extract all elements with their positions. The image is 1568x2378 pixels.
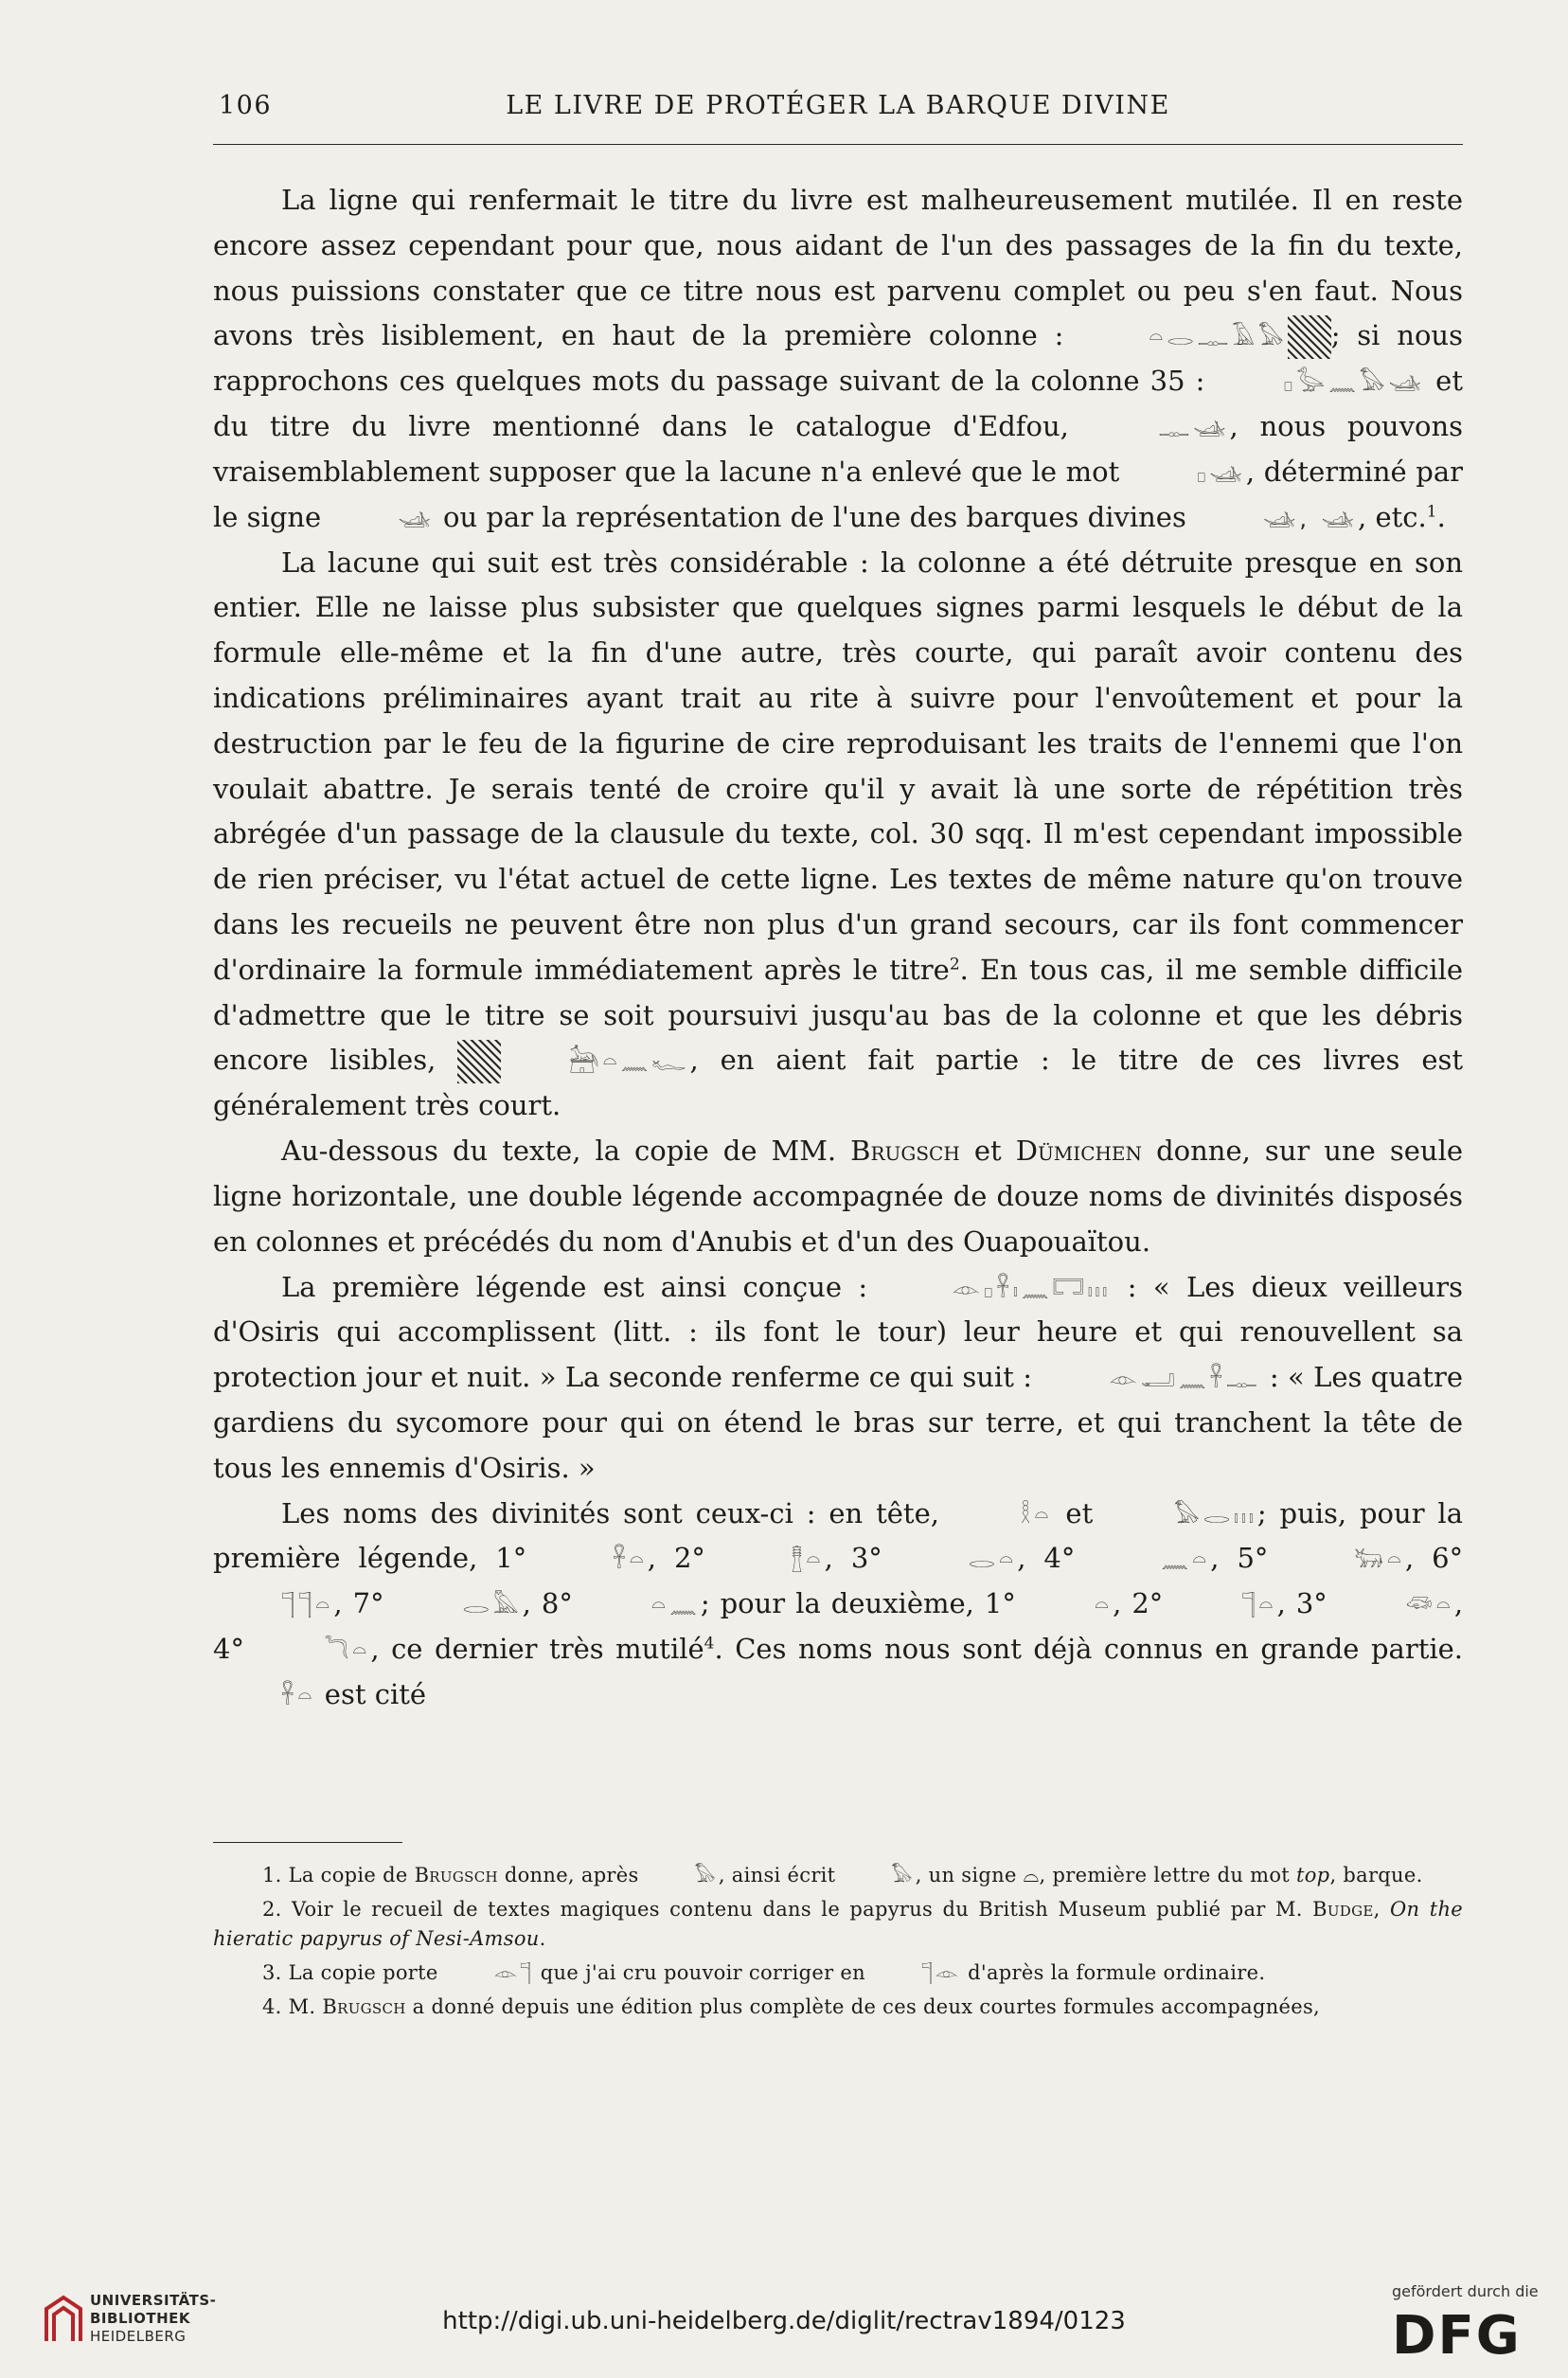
footnote-4: 4. M. Brugsch a donné depuis une édition plus complète de ces deux courtes formules accompagnées, (262, 1995, 1321, 2018)
hieroglyph-group: 𓂋𓏏 (968, 1547, 1018, 1574)
source-url-link[interactable]: http://digi.ub.uni-heidelberg.de/diglit/rectrav1894/0123 (442, 2307, 1126, 2335)
main-text (213, 178, 1463, 1718)
hieroglyph-group: 𓊹𓏏 (1241, 1592, 1277, 1619)
page-header (213, 87, 1463, 125)
header-rule (213, 144, 1463, 145)
hieroglyph-group: 𓆛𓏏 (1405, 1592, 1454, 1619)
hieroglyph-group: 𓁹𓊪𓋹𓏤𓈖𓉐𓏥 (952, 1275, 1112, 1302)
hieroglyph-group: 𓊛, 𓊛 (1263, 505, 1359, 532)
hieroglyph-group: 𓏏 (1094, 1592, 1114, 1619)
funded-by-label: gefördert durch die (1392, 2282, 1539, 2300)
footnote-2: 2. Voir le recueil de textes magiques contenu dans le papyrus du British Museum publié par M. Budge, On the hieratic papyrus of Nesi-Amsou. (213, 1898, 1464, 1950)
hieroglyph-group: 𓃣𓏏𓈖𓆑 (569, 1048, 690, 1076)
hieroglyph-group: 𓁹𓊹 (493, 1961, 534, 1984)
hieroglyph-group: 𓊽𓏏 (791, 1547, 825, 1574)
hieroglyph-group: 𓅃𓂋𓏥 (1174, 1501, 1257, 1529)
hieroglyph-group: 𓁹𓂝𓈖𓋹𓊃 (1109, 1366, 1261, 1393)
footnote-3: 3. La copie porte 𓁹𓊹 que j'ai cru pouvoir corriger en 𓊹𓁹 d'après la formule ordinaire. (213, 1958, 1463, 1988)
hieroglyph-group: 𓊹𓁹 (920, 1961, 962, 1984)
hieroglyph-group: 𓂋𓅓 (462, 1592, 523, 1619)
running-title: LE LIVRE DE PROTÉGER LA BARQUE DIVINE (506, 91, 1170, 120)
library-name: UNIVERSITÄTS- BIBLIOTHEK HEIDELBERG (90, 2292, 217, 2345)
hieroglyph-group: 𓏏𓈖 (650, 1592, 701, 1619)
footnote-ref: 4 (704, 1634, 715, 1654)
hieroglyph-group: 𓃒𓏏 (1354, 1547, 1405, 1574)
paragraph-1: La ligne qui renfermait le titre du livre est malheureusement mutilée. Il en reste encore assez cependant pour que, nous aidant de l'un des passages de la fin du texte, nous puissions constater que ce titre nous est parvenu complet ou peu s'en faut. Nous avons très lisiblement, en haut de la première colonne : 𓏏𓂋𓊃𓄿𓅃 ; si nous rapprochons ces quelques mots du passage suivant de la colonne 35 : 𓊪𓅭𓈖𓅃𓊛 et du titre du livre mentionné dans le catalogue d'Edfou, 𓊃𓊛, nous pouvons vraisemblablement supposer que la lacune n'a enlevé que le mot 𓊪𓊛, déterminé par le signe 𓊛 ou par la représentation de l'une des barques divines 𓊛, 𓊛, etc.$^1$. (213, 184, 1464, 533)
lacuna-hatch (1288, 315, 1331, 359)
hieroglyph-group: 𓊃𓊛 (1158, 415, 1230, 442)
dfg-logo: DFG (1392, 2305, 1522, 2367)
hieroglyph-group: 𓅃 (694, 1864, 719, 1886)
footnote-ref: 2 (949, 955, 960, 974)
footnote-rule (213, 1842, 402, 1843)
footnote-ref: 1 (1426, 502, 1437, 522)
hieroglyph-group: 𓊪𓊛 (1196, 459, 1246, 487)
lacuna-hatch (457, 1040, 501, 1083)
hieroglyph-group: 𓊹𓊹𓏏 (281, 1592, 334, 1619)
hieroglyph-group: 𓏏𓂋𓊃𓄿𓅃 (1149, 324, 1288, 351)
paragraph-5: Les noms des divinités sont ceux-ci : en tête, 𓎛𓏏 et 𓅃𓂋𓏥; puis, pour la première légende, 1° 𓋹𓏏, 2° 𓊽𓏏, 3° 𓂋𓏏, 4° 𓈖𓏏, 5° 𓃒𓏏, 6° 𓊹𓊹𓏏, 7° 𓂋𓅓, 8° 𓏏𓈖; pour la deuxième, 1° 𓏏, 2° 𓊹𓏏, 3° 𓆛𓏏, 4° 𓆓𓏏, ce dernier très mutilé$^4$. Ces noms nous sont déjà connus en grande partie. 𓋹𓏏 est cité (213, 1496, 1464, 1710)
hieroglyph-group: 𓊪𓅭𓈖𓅃𓊛 (1283, 369, 1426, 397)
paragraph-4: La première légende est ainsi conçue : 𓁹𓊪𓋹𓏤𓈖𓉐𓏥 : « Les dieux veilleurs d'Osiris qui accomplissent (litt. : ils font le tour) leur heure et qui renouvellent sa protection jour et nuit. » La seconde renferme ce qui suit : 𓁹𓂝𓈖𓋹𓊃 : « Les quatre gardiens du sycomore pour qui on étend le bras sur terre, et qui tranchent la tête de tous les ennemis d'Osiris. » (213, 1270, 1463, 1484)
hieroglyph-group: 𓋹𓏏 (613, 1547, 648, 1574)
hieroglyph-group: 𓋹𓏏 (281, 1682, 316, 1709)
hieroglyph-group: 𓊛 (398, 505, 435, 532)
hieroglyph-group: 𓎛𓏏 (1020, 1501, 1053, 1529)
hieroglyph-group: 𓆓𓏏 (324, 1636, 371, 1664)
page-number: 106 (219, 91, 273, 120)
paragraph-2: La lacune qui suit est très considérable : la colonne a été détruite presque en son entier. Elle ne laisse plus subsister que quelques signes parmi lesquels le début de la formule elle-même et la fin d'une autre, très courte, qui paraît avoir contenu des indications préliminaires ayant trait au rite à suivre pour l'envoûtement et pour la destruction par le feu de la figurine de cire reproduisant les traits de l'ennemi que l'on voulait abattre. Je serais tenté de croire qu'il y avait là une sorte de répétition très abrégée d'un passage de la clausule du texte, col. 30 sqq. Il m'est cependant impossible de rien préciser, vu l'état actuel de cette ligne. Les textes de même nature qu'on trouve dans les recueils ne peuvent être non plus d'un grand secours, car ils font commencer d'ordinaire la formule immédiatement après le titre$^2$. En tous cas, il me semble difficile d'admettre que le titre se soit poursuivi jusqu'au bas de la colonne et que les débris encore lisibles, 𓃣𓏏𓈖𓆑, en aient fait partie : le titre de ces livres est généralement très court. (213, 545, 1464, 1122)
footnotes (213, 1861, 1463, 2027)
footnote-1: 1. La copie de Brugsch donne, après 𓅃, ainsi écrit 𓅃, un signe ⌓, première lettre du mot top, barque. (213, 1861, 1463, 1890)
hieroglyph-group: 𓅃 (891, 1864, 916, 1886)
digitization-footer (0, 2265, 1568, 2378)
hieroglyph-group: 𓈖𓏏 (1161, 1547, 1211, 1574)
paragraph-3: Au-dessous du texte, la copie de MM. Brugsch et Dümichen donne, sur une seule ligne horizontale, une double légende accompagnée de douze noms de divinités disposés en colonnes et précédés du nom d'Anubis et d'un des Ouapouaïtou. (213, 1135, 1464, 1258)
